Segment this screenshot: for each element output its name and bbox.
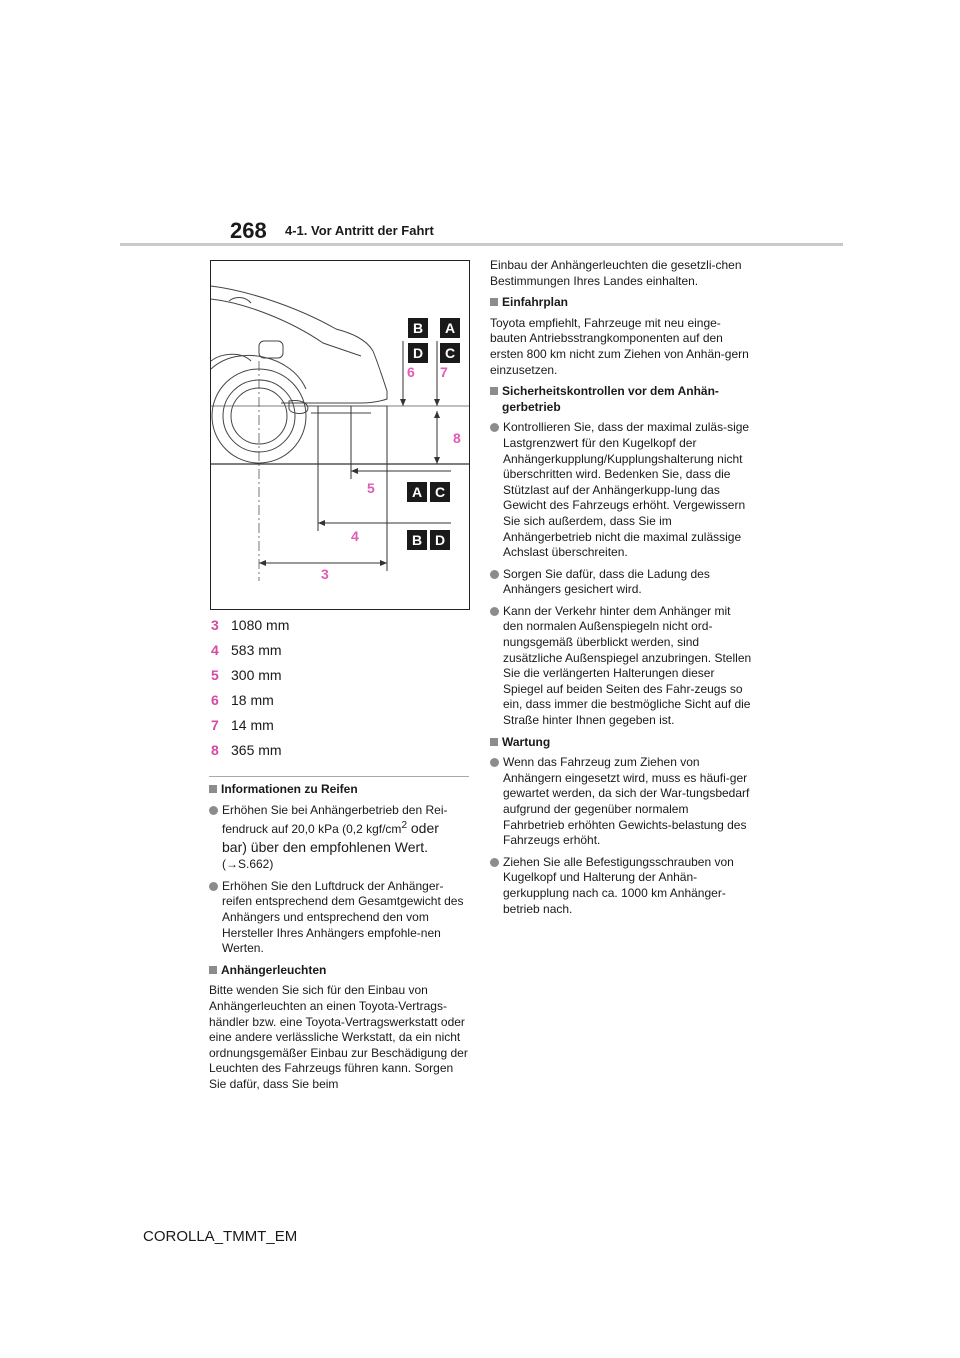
- legend-row: [211, 712, 471, 737]
- badge-letter: D: [434, 532, 446, 548]
- round-bullet-icon: [490, 423, 499, 432]
- paragraph: Bitte wenden Sie sich für den Einbau von Anhängerleuchten an einen Toyota-Vertrags-händler bzw. eine Toyota-Vertragswerkstatt oder eine andere verlässliche Werkstatt, da ein nicht ordnungsgemäßer Einbau zur Beschädigung der Leuchten des Fahrzeugs führen kann. Sorgen Sie dafür, dass Sie beim: [209, 983, 468, 1091]
- round-bullet-icon: [209, 806, 218, 815]
- bullet-text-line: fendruck auf 20,0 kPa (0,2 kgf/cm: [222, 822, 402, 837]
- legend-value: 14 mm: [231, 716, 274, 733]
- legend-row: [211, 687, 471, 712]
- legend-number: 4: [211, 641, 219, 658]
- car-tail: [361, 351, 387, 403]
- legend-row: [211, 662, 471, 687]
- marker-label: 3: [321, 566, 329, 582]
- bullet-text: Kontrollieren Sie, dass der maximal zuläs-sige Lastgrenzwert für den Kugelkopf der Anhängerkupplung/Kupplungshalterung nicht überschritten wird. Bedenken Sie, dass die Stützlast auf der Anhängerkupp-lung das Gewicht des Fahrzeugs erhöht. Vergewissern Sie sich außerdem, dass Sie im Anhängerbetrieb nicht die maximal zulässige Achslast überschreiten.: [503, 420, 750, 560]
- list-item: [209, 879, 471, 957]
- header-rule: [120, 243, 843, 246]
- list-item: [490, 420, 752, 560]
- heading-text: Wartung: [502, 734, 551, 749]
- badge-letter: C: [434, 484, 446, 500]
- page-reference: (→S.662): [222, 857, 274, 872]
- bullet-text: Erhöhen Sie den Luftdruck der Anhänger-reifen entsprechend dem Gesamtgewicht des Anhängers und entsprechend den vom Hersteller Ihres Anhängers empfohle-nen Werten.: [222, 878, 464, 956]
- tow-hitch-dimensions-figure: [210, 260, 470, 610]
- car-roofline: [211, 286, 373, 351]
- round-bullet-icon: [209, 882, 218, 891]
- marker-label: 6: [407, 364, 415, 380]
- bullet-text: Sorgen Sie dafür, dass die Ladung des Anhängers gesichert wird.: [503, 566, 710, 597]
- square-bullet-icon: [490, 738, 498, 746]
- arrow-8-bottom: [434, 457, 440, 464]
- legend-number: 8: [211, 741, 219, 758]
- round-bullet-icon: [490, 758, 499, 767]
- legend-row: [211, 612, 471, 637]
- badge-letter: D: [412, 345, 424, 361]
- heading-text: Einfahrplan: [502, 295, 569, 310]
- legend-row: [211, 737, 471, 762]
- badge-letter: B: [412, 320, 424, 336]
- legend-number: 3: [211, 616, 219, 633]
- bullet-text-line: Erhöhen Sie bei Anhängerbetrieb den Rei-: [222, 802, 448, 817]
- section-heading: [209, 782, 471, 798]
- round-bullet-icon: [490, 858, 499, 867]
- legend-number: 6: [211, 691, 219, 708]
- marker-label: 5: [367, 480, 375, 496]
- section-divider: [209, 776, 469, 777]
- arrow-7: [434, 399, 440, 406]
- section-heading: [490, 735, 752, 751]
- round-bullet-icon: [490, 570, 499, 579]
- section-heading: [490, 295, 752, 311]
- footer-model-code: COROLLA_TMMT_EM: [143, 1228, 298, 1245]
- legend-value: 300 mm: [231, 666, 282, 683]
- marker-label: 8: [453, 430, 461, 446]
- arrow-8-top: [434, 411, 440, 418]
- heading-text: Sicherheitskontrollen vor dem Anhän-gerbetrieb: [502, 384, 719, 414]
- dimension-legend: [211, 612, 471, 762]
- superscript: 2: [401, 820, 407, 832]
- paragraph: Toyota empfiehlt, Fahrzeuge mit neu einge-bauten Antriebsstrangkomponenten auf den ersten 800 km nicht zum Ziehen von Anhän-gern einzusetzen.: [490, 315, 749, 377]
- legend-row: [211, 637, 471, 662]
- bullet-text: Wenn das Fahrzeug zum Ziehen von Anhängern eingesetzt wird, muss es häufi-ger gewartet werden, da sich der War-tungsbedarf aufgrund der gegenüber normalem Fahrbetrieb erhöhten Gewichts-belastung des Fahrzeugs erhöht.: [503, 755, 750, 848]
- marker-label: 7: [440, 364, 448, 380]
- vehicle-rear-illustration: [211, 261, 469, 609]
- round-bullet-icon: [490, 607, 499, 616]
- badge-letter: C: [444, 345, 456, 361]
- square-bullet-icon: [490, 298, 498, 306]
- marker-label: 4: [351, 528, 359, 544]
- bullet-text-line: bar) über den empfohlenen Wert.: [222, 839, 428, 856]
- list-item: [209, 803, 471, 873]
- car-lamp: [259, 341, 283, 358]
- square-bullet-icon: [209, 966, 217, 974]
- heading-text: Anhängerleuchten: [221, 962, 327, 977]
- badge-letter: A: [411, 484, 423, 500]
- legend-value: 583 mm: [231, 641, 282, 658]
- legend-number: 5: [211, 666, 219, 683]
- legend-value: 1080 mm: [231, 616, 290, 633]
- page-number: 268: [230, 218, 267, 243]
- section-heading: [209, 963, 471, 979]
- list-item: [490, 567, 752, 598]
- heading-text: Informationen zu Reifen: [221, 782, 358, 796]
- section-heading: [490, 384, 752, 415]
- square-bullet-icon: [209, 785, 217, 793]
- car-spoiler: [229, 297, 251, 303]
- list-item: [490, 604, 752, 729]
- legend-number: 7: [211, 716, 219, 733]
- badge-letter: A: [444, 320, 456, 336]
- arrow-5: [351, 468, 358, 474]
- legend-value: 18 mm: [231, 691, 274, 708]
- left-column: [209, 778, 471, 1099]
- arrow-4: [318, 520, 325, 526]
- arrow-6: [400, 399, 406, 406]
- list-item: [490, 855, 752, 917]
- list-item: [490, 755, 752, 849]
- arrow-3-right: [380, 560, 387, 566]
- bullet-text: Ziehen Sie alle Befestigungsschrauben von Kugelkopf und Halterung der Anhän-gerkupplung nach ca. 1000 km Anhänger-betrieb nach.: [503, 854, 734, 916]
- paragraph: Einbau der Anhängerleuchten die gesetzli-chen Bestimmungen Ihres Landes einhalten.: [490, 258, 742, 288]
- section-title: 4-1. Vor Antritt der Fahrt: [285, 223, 434, 238]
- car-window-line: [211, 299, 361, 356]
- badge-letter: B: [411, 532, 423, 548]
- right-column: [490, 258, 752, 923]
- bullet-text-line: oder: [407, 820, 439, 837]
- arrow-3-left: [259, 560, 266, 566]
- bullet-text: Kann der Verkehr hinter dem Anhänger mit den normalen Außenspiegeln nicht ord-nungsgemäß überblickt werden, sind zusätzliche Außenspiegel anzubringen. Stellen Sie die verlängerten Halterungen dieser Spiegel auf beiden Seiten des Fahr-zeugs so ein, dass immer die bestmögliche Sicht auf die Straße hinter Ihnen gegeben ist.: [503, 603, 752, 728]
- square-bullet-icon: [490, 387, 498, 395]
- legend-value: 365 mm: [231, 741, 282, 758]
